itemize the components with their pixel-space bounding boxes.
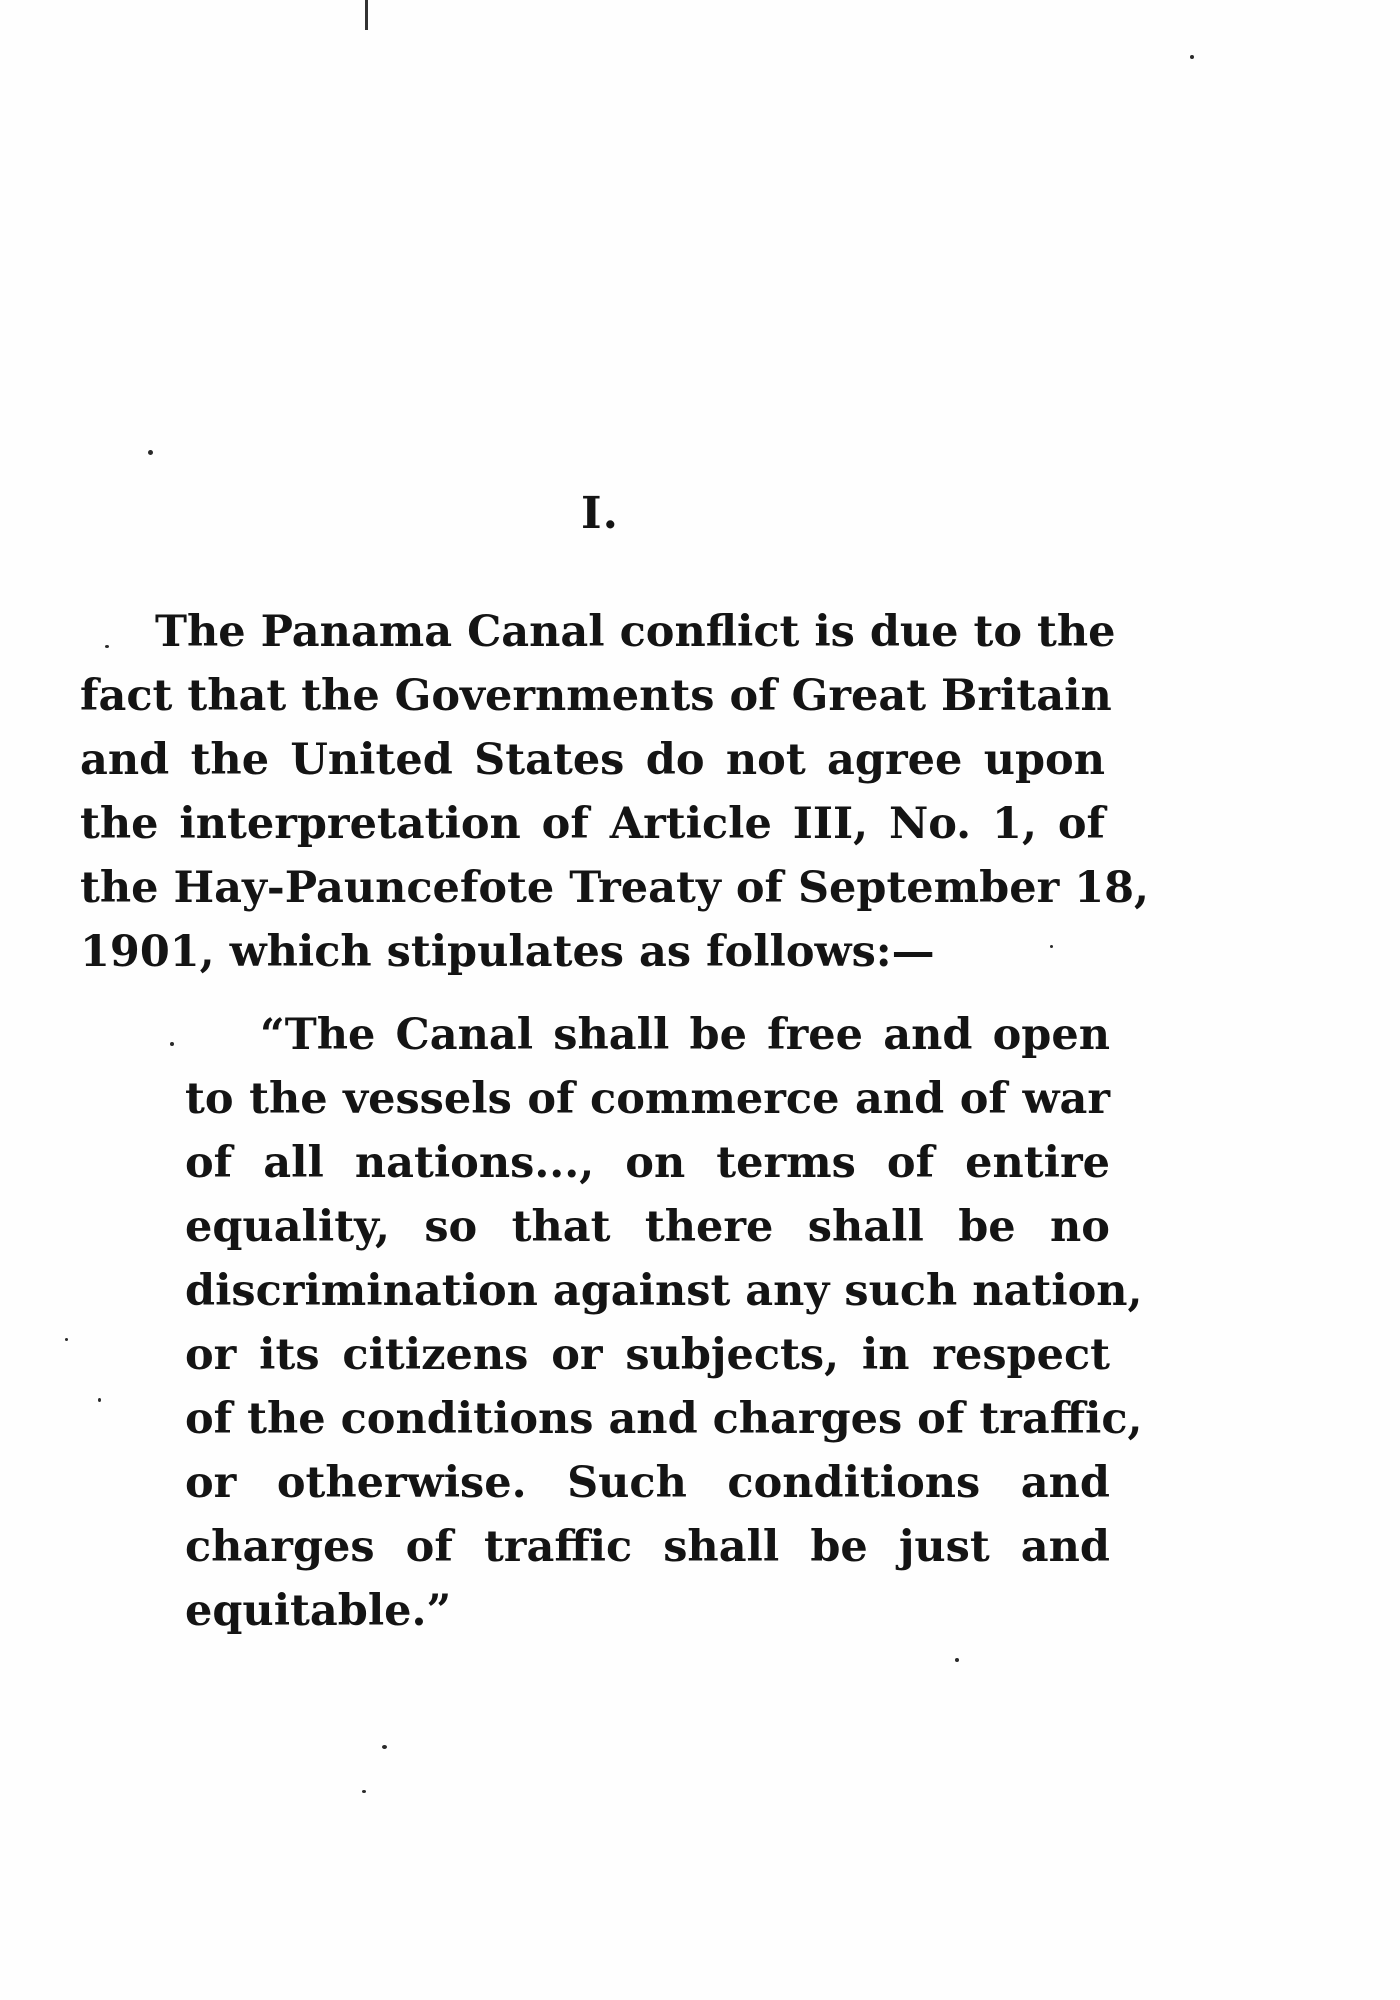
- quote-line: equitable.”: [185, 1586, 452, 1636]
- text-line: The Panama Canal conflict is due to the: [155, 607, 1116, 657]
- scan-speck: [955, 1658, 959, 1662]
- quote-line: “The Canal shall be free and open: [260, 1010, 1110, 1060]
- section-heading: I.: [581, 488, 619, 539]
- quote-line: charges of traffic shall be just and: [185, 1522, 1110, 1572]
- scan-speck: [170, 1042, 174, 1046]
- treaty-quote: [185, 1003, 1143, 1643]
- quote-line: to the vessels of commerce and of war: [185, 1074, 1110, 1124]
- scan-speck: [382, 1745, 387, 1749]
- text-line: fact that the Governments of Great Britain: [80, 671, 1112, 721]
- quote-line: or its citizens or subjects, in respect: [185, 1330, 1110, 1380]
- scan-speck: [148, 450, 153, 455]
- text-line: the Hay-Pauncefote Treaty of September 18,: [80, 863, 1150, 913]
- scan-speck: [1190, 55, 1194, 59]
- intro-paragraph: [80, 600, 1150, 984]
- quote-line: discrimination against any such nation,: [185, 1266, 1143, 1316]
- text-line: the interpretation of Article III, No. 1, of: [80, 799, 1105, 849]
- scan-speck: [98, 1398, 101, 1402]
- quote-line: or otherwise. Such conditions and: [185, 1458, 1110, 1508]
- scan-speck: [362, 1790, 366, 1793]
- text-line: and the United States do not agree upon: [80, 735, 1105, 785]
- scan-mark: [365, 0, 368, 30]
- text-line: 1901, which stipulates as follows:—: [80, 927, 935, 977]
- quote-line: equality, so that there shall be no: [185, 1202, 1110, 1252]
- quote-line: of the conditions and charges of traffic,: [185, 1394, 1143, 1444]
- quote-line: of all nations..., on terms of entire: [185, 1138, 1110, 1188]
- scan-speck: [65, 1338, 68, 1341]
